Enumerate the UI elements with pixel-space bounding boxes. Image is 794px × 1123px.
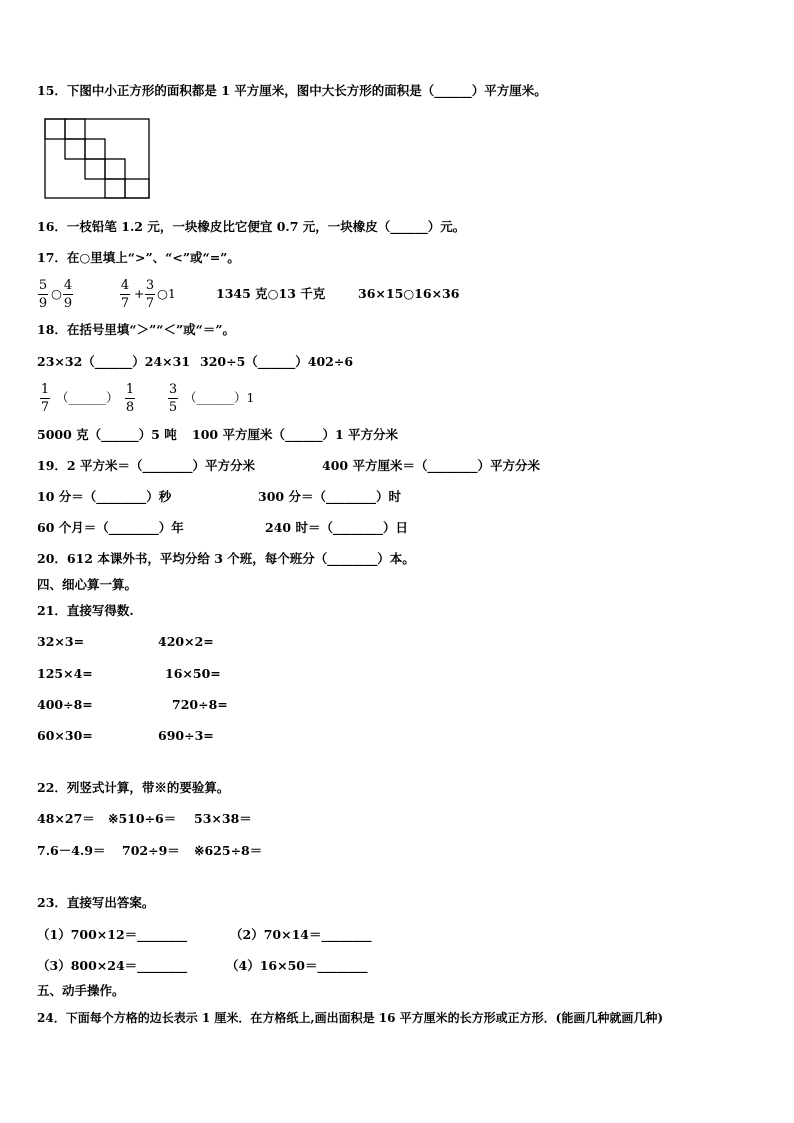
q21-item: 690÷3= bbox=[158, 728, 214, 743]
question-20-text: 20．612 本课外书，平均分给 3 个班，每个班分（________）本。 bbox=[37, 551, 415, 566]
answer-blank: （______） bbox=[56, 390, 119, 405]
q21-item: 125×4= bbox=[37, 666, 93, 681]
fraction-4-7 bbox=[120, 278, 130, 311]
fraction-4-9 bbox=[63, 278, 73, 311]
q19-row3-a: 60 个月＝（________）年 bbox=[37, 520, 184, 535]
small-square-6 bbox=[105, 159, 125, 179]
q17-item-3: 36×15○16×36 bbox=[358, 286, 460, 301]
q21-item: 400÷8= bbox=[37, 697, 93, 712]
small-square-1 bbox=[45, 119, 65, 139]
q22-item: 48×27＝ bbox=[37, 811, 95, 826]
fraction-denominator: 9 bbox=[38, 296, 48, 311]
q18-row1-b: 320÷5（______）402÷6 bbox=[200, 354, 354, 369]
q17-item-2: 1345 克○13 千克 bbox=[216, 286, 326, 301]
fraction-numerator: 4 bbox=[120, 278, 130, 293]
q18-row3-a: 5000 克（______）5 吨 bbox=[37, 427, 177, 442]
compare-circle: ○ bbox=[51, 286, 62, 301]
q19-row1-a: 19．2 平方米＝（________）平方分米 bbox=[37, 458, 255, 473]
fraction-numerator: 1 bbox=[40, 382, 50, 397]
small-square-5 bbox=[85, 159, 105, 179]
q18-row1-a: 23×32（______）24×31 bbox=[37, 354, 191, 369]
q23-item: （2）70×14＝________ bbox=[230, 927, 372, 942]
compare-one: ○1 bbox=[157, 286, 176, 301]
fraction-denominator: 7 bbox=[145, 296, 155, 311]
small-square-7 bbox=[105, 179, 125, 198]
question-16-text: 16．一枝铅笔 1.2 元，一块橡皮比它便宜 0.7 元，一块橡皮（______）元。 bbox=[37, 219, 466, 234]
q23-item: （4）16×50＝________ bbox=[226, 958, 368, 973]
fraction-denominator: 9 bbox=[63, 296, 73, 311]
fraction-3-7 bbox=[145, 278, 155, 311]
question-15-text: 15．下图中小正方形的面积都是 1 平方厘米，图中大长方形的面积是（______）平方厘米。 bbox=[37, 83, 547, 98]
fraction-denominator: 7 bbox=[120, 296, 130, 311]
fraction-numerator: 3 bbox=[168, 382, 178, 397]
answer-blank-and-one: （______）1 bbox=[184, 390, 255, 405]
q23-item: （3）800×24＝________ bbox=[37, 958, 188, 973]
staircase-rectangle-figure bbox=[44, 118, 152, 200]
fraction-denominator: 7 bbox=[40, 400, 50, 415]
question-24-text: 24．下面每个方格的边长表示 1 厘米．在方格纸上,画出面积是 16 平方厘米的长方形或正方形．(能画几种就画几种) bbox=[37, 1011, 663, 1025]
fraction-3-5 bbox=[168, 382, 178, 415]
q19-row2-a: 10 分＝（________）秒 bbox=[37, 489, 172, 504]
q22-item: 53×38＝ bbox=[194, 811, 252, 826]
fraction-numerator: 4 bbox=[63, 278, 73, 293]
q21-item: 60×30= bbox=[37, 728, 93, 743]
q19-row3-b: 240 时＝（________）日 bbox=[265, 520, 408, 535]
q19-row2-b: 300 分＝（________）时 bbox=[258, 489, 401, 504]
small-square-3 bbox=[65, 139, 85, 159]
fraction-5-9 bbox=[38, 278, 48, 311]
q19-row1-b: 400 平方厘米＝（________）平方分米 bbox=[322, 458, 540, 473]
question-21-text: 21．直接写得数. bbox=[37, 603, 134, 618]
fraction-1-7 bbox=[40, 382, 50, 415]
section-4-heading: 四、细心算一算。 bbox=[37, 577, 138, 592]
fraction-numerator: 5 bbox=[38, 278, 48, 293]
fraction-denominator: 5 bbox=[168, 400, 178, 415]
q18-row3-b: 100 平方厘米（______）1 平方分米 bbox=[192, 427, 398, 442]
small-square-4 bbox=[85, 139, 105, 159]
small-square-8 bbox=[125, 179, 149, 198]
q21-item: 32×3= bbox=[37, 634, 85, 649]
question-23-text: 23．直接写出答案。 bbox=[37, 895, 155, 910]
small-square-2 bbox=[65, 119, 85, 139]
q21-item: 420×2= bbox=[158, 634, 214, 649]
q22-item: 7.6－4.9＝ bbox=[37, 843, 106, 858]
plus-sign: + bbox=[134, 286, 145, 301]
q22-item: ※625÷8＝ bbox=[194, 843, 263, 858]
fraction-1-8 bbox=[125, 382, 135, 415]
section-5-heading: 五、动手操作。 bbox=[37, 983, 125, 998]
q23-item: （1）700×12＝________ bbox=[37, 927, 188, 942]
q22-item: ※510÷6＝ bbox=[108, 811, 177, 826]
fraction-numerator: 3 bbox=[145, 278, 155, 293]
question-17-text: 17．在○里填上“>”、“<”或“=”。 bbox=[37, 250, 240, 265]
question-18-text: 18．在括号里填“＞”“＜”或“＝”。 bbox=[37, 322, 236, 337]
fraction-denominator: 8 bbox=[125, 400, 135, 415]
fraction-numerator: 1 bbox=[125, 382, 135, 397]
question-22-text: 22．列竖式计算，带※的要验算。 bbox=[37, 780, 230, 795]
q21-item: 16×50= bbox=[165, 666, 221, 681]
q21-item: 720÷8= bbox=[172, 697, 228, 712]
q22-item: 702÷9＝ bbox=[122, 843, 180, 858]
